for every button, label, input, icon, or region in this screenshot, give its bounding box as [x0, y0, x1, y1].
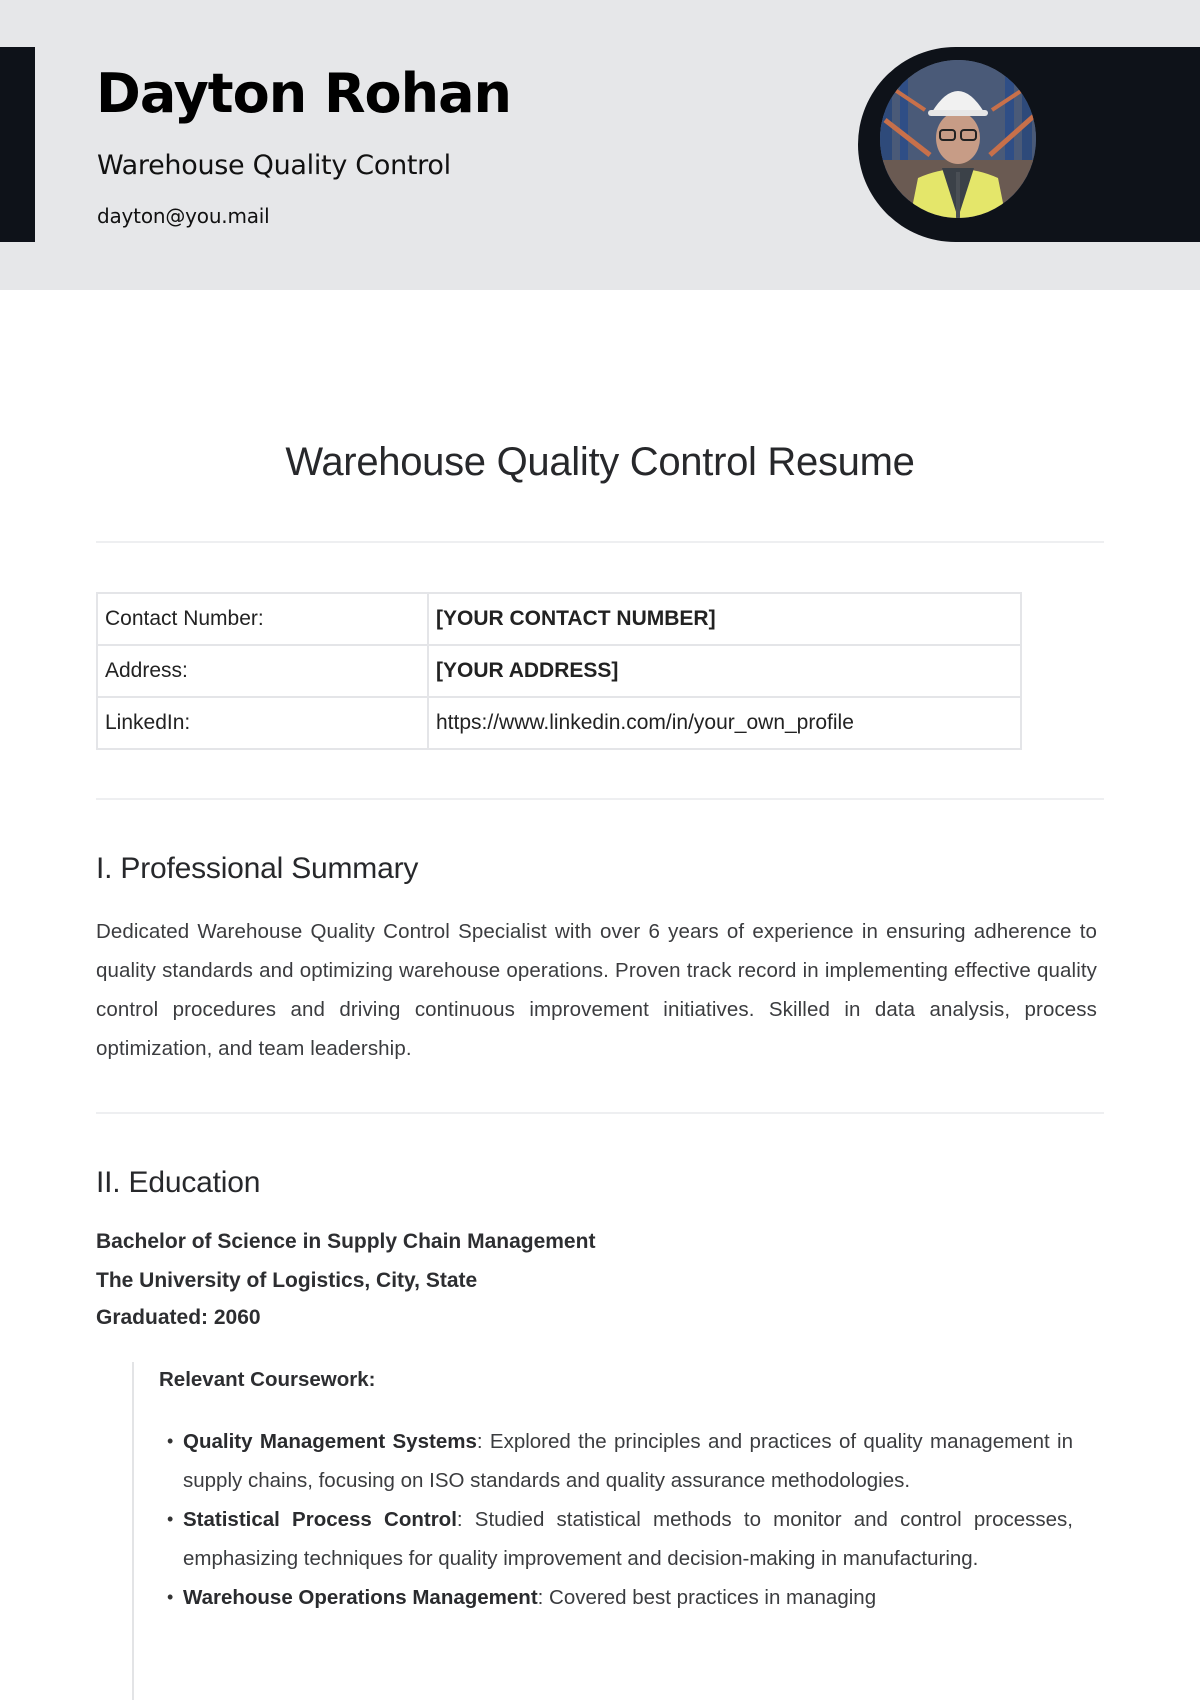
contact-table	[96, 592, 1022, 750]
list-item: • Warehouse Operations Management: Covered best practices in managing	[159, 1578, 1077, 1617]
graduation-year: Graduated: 2060	[96, 1306, 261, 1329]
candidate-name: Dayton Rohan	[96, 62, 511, 125]
accent-bar	[0, 47, 35, 242]
course-name: Statistical Process Control	[183, 1508, 457, 1531]
linkedin-link[interactable]: https://www.linkedin.com/in/your_own_profile	[428, 697, 1021, 749]
candidate-role: Warehouse Quality Control	[97, 150, 451, 181]
coursework-list	[159, 1422, 1077, 1617]
table-row	[97, 697, 1021, 749]
degree: Bachelor of Science in Supply Chain Management	[96, 1230, 596, 1253]
summary-paragraph: Dedicated Warehouse Quality Control Specialist with over 6 years of experience in ensuring adherence to quality standards and optimizing warehouse operations. Proven track record in implementing effective quality control procedures and driving continuous improvement initiatives. Skilled in data analysis, process optimization, and team leadership.	[96, 920, 1097, 1060]
contact-number-label: Contact Number:	[97, 593, 428, 645]
linkedin-label: LinkedIn:	[97, 697, 428, 749]
divider	[96, 541, 1104, 543]
divider	[96, 1112, 1104, 1114]
course-name: Warehouse Operations Management	[183, 1586, 538, 1609]
contact-number-value: [YOUR CONTACT NUMBER]	[428, 593, 1021, 645]
school: The University of Logistics, City, State	[96, 1269, 478, 1292]
section-heading-education: II. Education	[96, 1166, 261, 1199]
address-label: Address:	[97, 645, 428, 697]
course-name: Quality Management Systems	[183, 1430, 477, 1453]
section-heading-summary: I. Professional Summary	[96, 852, 419, 885]
portrait-image-icon	[880, 60, 1036, 218]
course-description: Covered best practices in managing	[543, 1586, 877, 1609]
table-row	[97, 645, 1021, 697]
divider	[96, 798, 1104, 800]
list-item: • Quality Management Systems: Explored the principles and practices of quality management in supply chains, focusing on ISO standards and quality assurance methodologies.	[159, 1422, 1077, 1500]
coursework-title: Relevant Coursework:	[159, 1368, 376, 1391]
coursework-block	[132, 1362, 1077, 1700]
list-item: • Statistical Process Control: Studied statistical methods to monitor and control processes, emphasizing techniques for quality improvement and decision-making in manufacturing.	[159, 1500, 1077, 1578]
course-description: Explored the principles and practices of quality management in supply chains, focusing on ISO standards and quality assurance methodologies.	[183, 1430, 1073, 1492]
address-value: [YOUR ADDRESS]	[428, 645, 1021, 697]
candidate-email[interactable]: dayton@you.mail	[97, 204, 270, 228]
table-row	[97, 593, 1021, 645]
document-title: Warehouse Quality Control Resume	[285, 440, 915, 484]
resume-header	[0, 0, 1200, 290]
avatar	[880, 60, 1036, 218]
course-description: Studied statistical methods to monitor and control processes, emphasizing techniques for quality improvement and decision-making in manufacturing.	[183, 1508, 1073, 1570]
